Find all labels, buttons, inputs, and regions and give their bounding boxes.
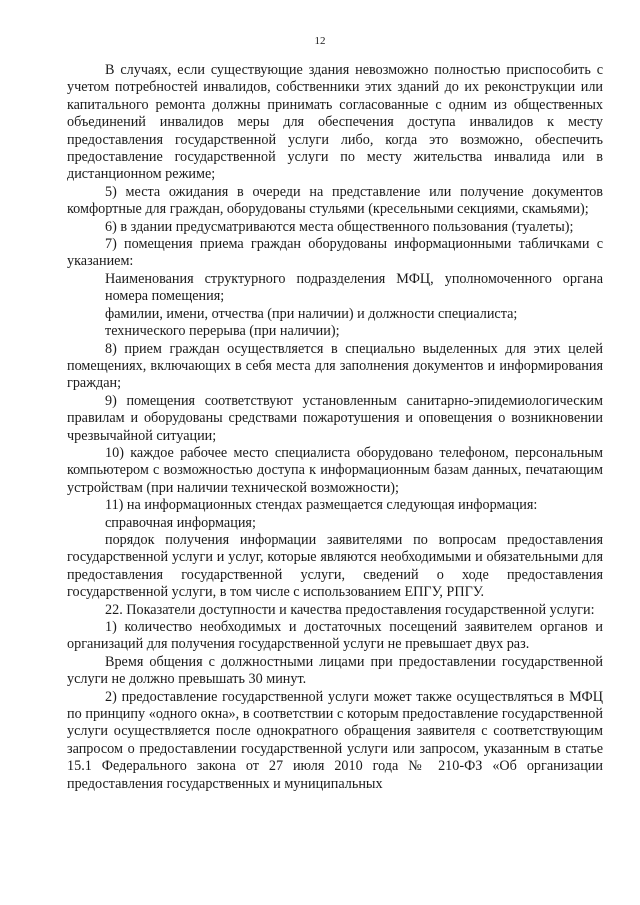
paragraph-item-6: 6) в здании предусматриваются места общественного пользования (туалеты); xyxy=(105,218,574,235)
sign-item-break: технического перерыва (при наличии); xyxy=(105,323,340,340)
paragraph-item-7: 7) помещения приема граждан оборудованы информационными табличками с указанием: xyxy=(67,236,603,270)
paragraph-item-9: 9) помещения соответствуют установленным санитарно-эпидемиологическим правилам и оборудованы средствами пожаротушения и оповещения о возникновении чрезвычайной ситуации; xyxy=(67,392,603,444)
sign-item-unit-name: Наименования структурного подразделения МФЦ, уполномоченного органа номера помещения; xyxy=(105,270,603,305)
stand-item-procedure: порядок получения информации заявителями по вопросам предоставления государственной услуги и услуг, которые являются необходимыми и обязательными для предоставления государственной услуги, сведений о ходе предоставления государственной услуги, в том числе с использованием ЕПГУ, РПГУ. xyxy=(67,531,603,601)
paragraph-item-11: 11) на информационных стендах размещается следующая информация: xyxy=(105,497,538,514)
stand-item-reference: справочная информация; xyxy=(105,514,256,531)
paragraph-indicator-2: 2) предоставление государственной услуги может также осуществляться в МФЦ по принципу «одного окна», в соответствии с которым предоставление государственной услуги осуществляется после однократного обращения заявителя с соответствующим запросом о предоставлении государственной услуги или запросом, указанным в статье 15.1 Федерального закона от 27 июля 2010 года № 210-ФЗ «Об организации предоставления государственных и муниципальных xyxy=(67,688,603,792)
page-number: 12 xyxy=(314,35,326,47)
paragraph-accessibility: В случаях, если существующие здания невозможно полностью приспособить с учетом потребностей инвалидов, собственники этих зданий до их реконструкции или капитального ремонта должны принимать согласованные с одним из общественных объединений инвалидов меры для обеспечения доступа инвалидов к месту предоставления государственной услуги либо, когда это возможно, обеспечить предоставление государственной услуги по месту жительства инвалида или в дистанционном режиме; xyxy=(67,62,603,183)
paragraph-communication-time: Время общения с должностными лицами при предоставлении государственной услуги не должно превышать 30 минут. xyxy=(67,653,603,688)
document-body xyxy=(67,62,603,793)
paragraph-item-5: 5) места ожидания в очереди на представление или получение документов комфортные для граждан, оборудованы стульями (кресельными секциями, скамьями); xyxy=(67,183,603,218)
section-22-heading: 22. Показатели доступности и качества предоставления государственной услуги: xyxy=(105,601,595,618)
paragraph-item-10: 10) каждое рабочее место специалиста оборудовано телефоном, персональным компьютером с возможностью доступа к информационным базам данных, печатающим устройствам (при наличии технической возможности); xyxy=(67,444,603,496)
paragraph-item-8: 8) прием граждан осуществляется в специально выделенных для этих целей помещениях, включающих в себя места для заполнения документов и информирования граждан; xyxy=(67,340,603,392)
sign-item-specialist: фамилии, имени, отчества (при наличии) и должности специалиста; xyxy=(105,305,518,322)
paragraph-indicator-1: 1) количество необходимых и достаточных посещений заявителем органов и организаций для получения государственной услуги не превышает двух раз. xyxy=(67,619,603,653)
